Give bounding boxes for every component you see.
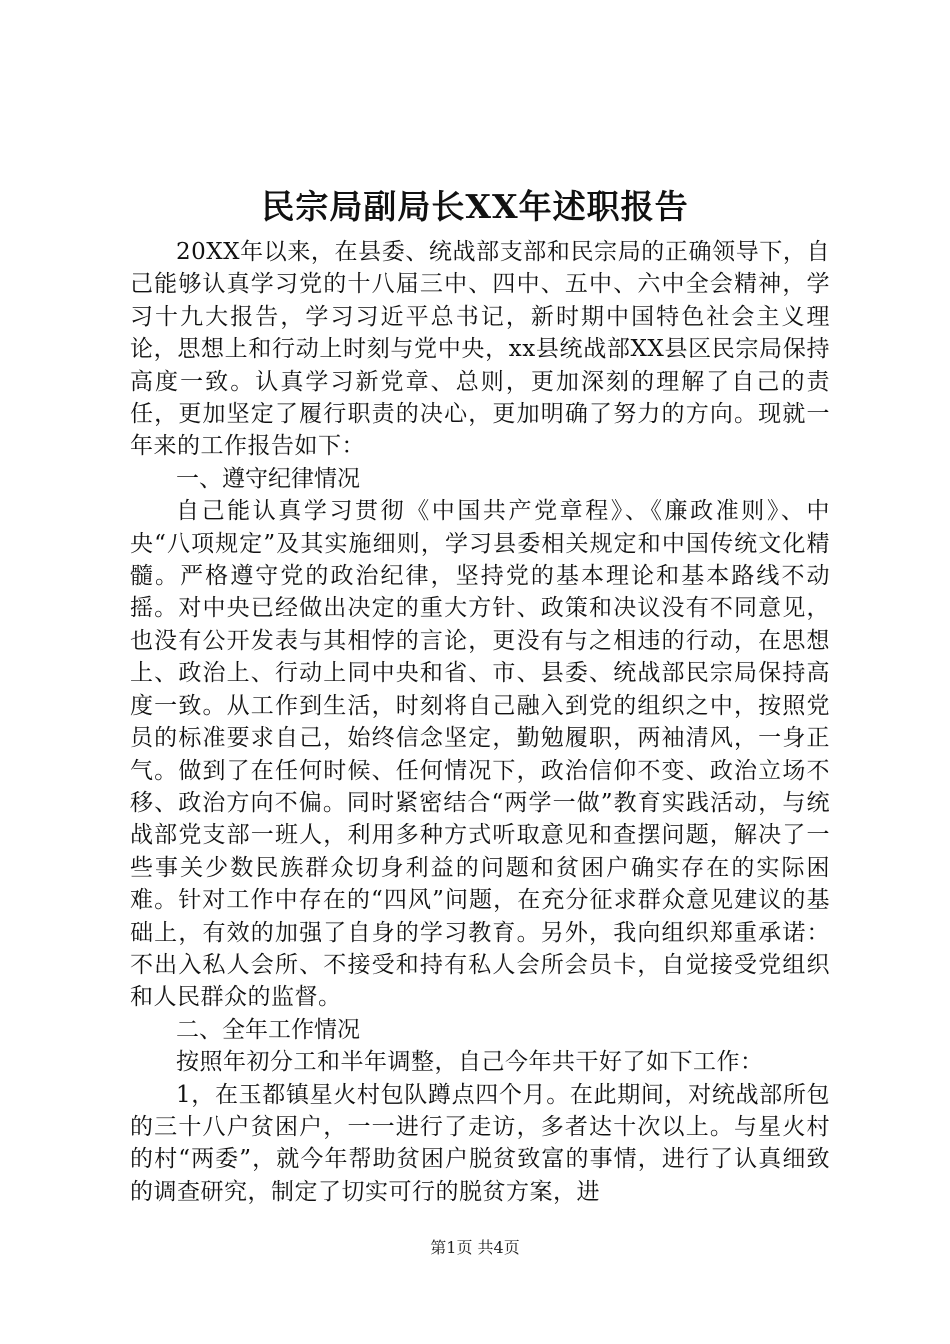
discipline-paragraph: 自己能认真学习贯彻《中国共产党章程》、《廉政准则》、中央“八项规定”及其实施细则，学习县委相关规定和中国传统文化精髓。严格遵守党的政治纪律，坚持党的基本理论和基本路线不动摇。对中央已经做出决定的重大方针、政策和决议没有不同意见，也没有公开发表与其相悖的言论，更没有与之相违的行动，在思想上、政治上、行动上同中央和省、市、县委、统战部民宗局保持高度一致。从工作到生活，时刻将自己融入到党的组织之中，按照党员的标准要求自己，始终信念坚定，勤勉履职，两袖清风，一身正气。做到了在任何时候、任何情况下，政治信仰不变、政治立场不移、政治方向不偏。同时紧密结合“两学一做”教育实践活动，与统战部党支部一班人，利用多种方式听取意见和查摆问题，解决了一些事关少数民族群众切身利益的问题和贫困户确实存在的实际困难。针对工作中存在的“四风”问题，在充分征求群众意见建议的基础上，有效的加强了自身的学习教育。另外，我向组织郑重承诺：不出入私人会所、不接受和持有私人会所会员卡，自觉接受党组织和人民群众的监督。	[130, 498, 830, 1011]
page-footer: 第1页 共4页	[430, 1238, 520, 1257]
section-heading-discipline: 一、遵守纪律情况	[176, 465, 360, 492]
section-heading-annual-work: 二、全年工作情况	[176, 1016, 360, 1043]
intro-paragraph: 20XX年以来，在县委、统战部支部和民宗局的正确领导下，自己能够认真学习党的十八届三中、四中、五中、六中全会精神，学习十九大报告，学习习近平总书记，新时期中国特色社会主义理论，思想上和行动上时刻与党中央，xx县统战部XX县区民宗局保持高度一致。认真学习新党章、总则，更加深刻的理解了自己的责任，更加坚定了履行职责的决心，更加明确了努力的方向。现就一年来的工作报告如下：	[130, 239, 830, 460]
annual-work-intro-paragraph: 按照年初分工和半年调整，自己今年共干好了如下工作：	[176, 1049, 764, 1076]
work-item-1-paragraph: 1，在玉都镇星火村包队蹲点四个月。在此期间，对统战部所包的三十八户贫困户，一一进行了走访，多者达十次以上。与星火村的村“两委”，就今年帮助贫困户脱贫致富的事情，进行了认真细致的调查研究，制定了切实可行的脱贫方案，进	[130, 1081, 830, 1205]
document-title: 民宗局副局长XX年述职报告	[261, 187, 689, 226]
document-body	[130, 236, 830, 1208]
